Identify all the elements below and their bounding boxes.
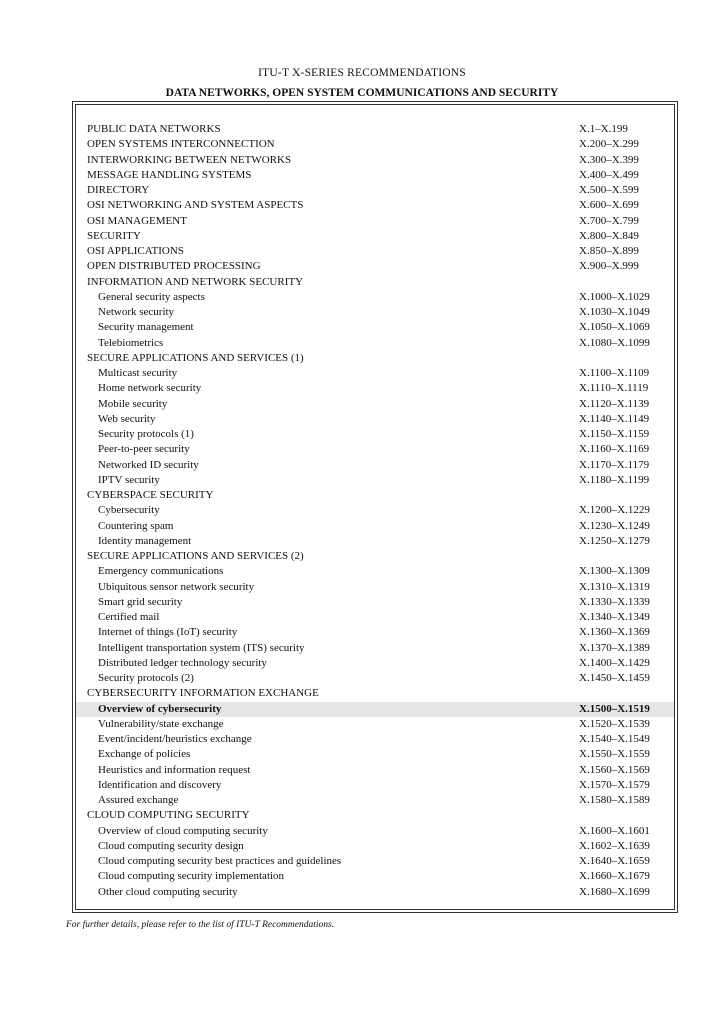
row-label: Heuristics and information request [98, 763, 251, 776]
row-label: Distributed ledger technology security [98, 656, 267, 669]
section-heading-row [76, 168, 674, 183]
row-range: X.1000–X.1029 [579, 290, 650, 303]
section-heading-row [76, 259, 674, 274]
section-heading: CLOUD COMPUTING SECURITY [87, 809, 250, 822]
table-row [76, 305, 674, 320]
table-row [76, 641, 674, 656]
table-row [76, 397, 674, 412]
section-heading-row [76, 549, 674, 564]
section-heading: INFORMATION AND NETWORK SECURITY [87, 275, 304, 288]
row-range: X.1310–X.1319 [579, 580, 650, 593]
row-range: X.1150–X.1159 [579, 428, 650, 440]
table-row [76, 534, 674, 549]
section-heading: OPEN DISTRIBUTED PROCESSING [87, 260, 261, 273]
table-row [76, 824, 674, 839]
section-heading: OSI MANAGEMENT [87, 214, 187, 227]
table-row [76, 869, 674, 884]
table-row [76, 427, 674, 442]
row-range: X.1100–X.1109 [579, 367, 650, 379]
row-label: Network security [98, 306, 175, 318]
table-row [76, 671, 674, 686]
row-label: Smart grid security [98, 595, 183, 608]
row-range: X.800–X.849 [579, 229, 639, 242]
section-heading: OPEN SYSTEMS INTERCONNECTION [87, 138, 275, 151]
row-range: X.1080–X.1099 [579, 336, 650, 349]
table-row [76, 320, 674, 335]
row-range: X.1160–X.1169 [579, 443, 650, 456]
section-heading: OSI APPLICATIONS [87, 245, 184, 257]
row-range: X.1500–X.1519 [579, 702, 650, 715]
row-range: X.1450–X.1459 [579, 672, 650, 684]
section-heading-row [76, 153, 674, 168]
row-label: Security protocols (2) [98, 672, 194, 684]
row-range: X.1600–X.1601 [579, 824, 650, 837]
row-range: X.1370–X.1389 [579, 641, 650, 654]
row-label: Identification and discovery [98, 778, 222, 791]
section-heading: DIRECTORY [87, 184, 150, 196]
section-heading: INTERWORKING BETWEEN NETWORKS [87, 153, 292, 166]
row-range: X.1250–X.1279 [579, 534, 650, 547]
row-range: X.1110–X.1119 [579, 382, 649, 395]
row-label: Exchange of policies [98, 748, 191, 761]
row-range: X.500–X.599 [579, 184, 639, 196]
row-range: X.850–X.899 [579, 245, 639, 257]
section-heading-row [76, 808, 674, 823]
table-row [76, 473, 674, 488]
row-range: X.600–X.699 [579, 199, 639, 212]
row-range: X.1550–X.1559 [579, 748, 650, 761]
row-label: Ubiquitous sensor network security [98, 580, 255, 593]
table-row [76, 793, 674, 808]
row-range: X.1520–X.1539 [579, 717, 650, 730]
row-range: X.1–X.199 [579, 123, 628, 135]
row-range: X.1330–X.1339 [579, 595, 650, 608]
row-label: Overview of cloud computing security [98, 824, 268, 837]
section-heading: CYBERSECURITY INFORMATION EXCHANGE [87, 687, 319, 700]
table-row [76, 839, 674, 854]
row-range: X.1400–X.1429 [579, 656, 650, 669]
row-range: X.300–X.399 [579, 153, 639, 166]
section-heading: MESSAGE HANDLING SYSTEMS [87, 168, 252, 181]
table-row [76, 442, 674, 457]
row-range: X.1360–X.1369 [579, 626, 650, 639]
row-label: Cloud computing security design [98, 839, 244, 852]
table-row [76, 290, 674, 305]
section-heading: CYBERSPACE SECURITY [87, 489, 214, 501]
table-row [76, 763, 674, 778]
row-range: X.1230–X.1249 [579, 519, 650, 532]
row-range: X.1680–X.1699 [579, 885, 650, 898]
row-label: Vulnerability/state exchange [98, 717, 224, 730]
row-range: X.700–X.799 [579, 214, 639, 227]
table-row [76, 564, 674, 579]
row-label: General security aspects [98, 290, 205, 303]
row-range: X.1640–X.1659 [579, 855, 650, 867]
table-row [76, 747, 674, 762]
row-range: X.200–X.299 [579, 138, 639, 151]
row-label: IPTV security [98, 473, 160, 486]
row-label: Identity management [98, 534, 192, 547]
table-row [76, 610, 674, 625]
recommendations-table [76, 122, 674, 900]
row-range: X.1540–X.1549 [579, 733, 650, 745]
page-subtitle: DATA NETWORKS, OPEN SYSTEM COMMUNICATIONS AND SECURITY [165, 87, 559, 99]
row-range: X.1050–X.1069 [579, 321, 650, 334]
table-row [76, 519, 674, 534]
row-range: X.1170–X.1179 [579, 458, 650, 471]
table-row [76, 854, 674, 869]
section-heading-row [76, 137, 674, 152]
page-title: ITU-T X-SERIES RECOMMENDATIONS [258, 67, 466, 79]
row-label: Home network security [98, 382, 202, 395]
row-label: Security protocols (1) [98, 428, 194, 440]
row-range: X.1140–X.1149 [579, 412, 650, 425]
row-label: Certified mail [98, 611, 160, 623]
section-heading-row [76, 275, 674, 290]
section-heading-row [76, 686, 674, 701]
row-label: Cybersecurity [98, 504, 160, 517]
row-label: Mobile security [98, 397, 168, 410]
row-range: X.1200–X.1229 [579, 504, 650, 517]
table-row [76, 732, 674, 747]
row-label: Telebiometrics [98, 336, 164, 349]
row-range: X.1580–X.1589 [579, 794, 650, 806]
table-row [76, 625, 674, 640]
row-range: X.400–X.499 [579, 168, 639, 181]
row-label: Cloud computing security implementation [98, 870, 285, 883]
section-heading-row [76, 183, 674, 198]
table-row [76, 336, 674, 351]
row-label: Countering spam [98, 519, 174, 532]
table-row [76, 717, 674, 732]
table-row [76, 366, 674, 381]
row-range: X.1570–X.1579 [579, 778, 650, 791]
row-range: X.1602–X.1639 [579, 839, 650, 852]
table-row [76, 778, 674, 793]
section-heading: SECURE APPLICATIONS AND SERVICES (2) [87, 550, 304, 562]
section-heading-row [76, 198, 674, 213]
row-range: X.1300–X.1309 [579, 565, 650, 578]
table-row [76, 656, 674, 671]
row-label: Intelligent transportation system (ITS) security [98, 641, 305, 654]
section-heading-row [76, 488, 674, 503]
section-heading: PUBLIC DATA NETWORKS [87, 123, 221, 135]
table-row [76, 702, 674, 717]
row-range: X.1120–X.1139 [579, 397, 650, 410]
row-range: X.1030–X.1049 [579, 306, 650, 318]
section-heading: SECURE APPLICATIONS AND SERVICES (1) [87, 351, 304, 364]
section-heading: OSI NETWORKING AND SYSTEM ASPECTS [87, 199, 304, 212]
table-row [76, 580, 674, 595]
row-label: Emergency communications [98, 565, 224, 578]
row-label: Cloud computing security best practices and guidelines [98, 855, 342, 867]
row-range: X.1660–X.1679 [579, 870, 650, 883]
table-row [76, 503, 674, 518]
row-label: Web security [98, 412, 156, 425]
row-range: X.900–X.999 [579, 260, 639, 273]
row-label: Overview of cybersecurity [98, 702, 222, 715]
table-row [76, 458, 674, 473]
row-label: Security management [98, 321, 194, 334]
table-row [76, 595, 674, 610]
row-label: Peer-to-peer security [98, 443, 190, 456]
row-range: X.1340–X.1349 [579, 611, 650, 623]
section-heading-row [76, 122, 674, 137]
footer-note: For further details, please refer to the list of ITU-T Recommendations. [66, 920, 335, 930]
table-row [76, 412, 674, 427]
row-label: Event/incident/heuristics exchange [98, 733, 252, 745]
row-label: Multicast security [98, 367, 178, 379]
row-label: Assured exchange [98, 794, 179, 806]
row-label: Internet of things (IoT) security [98, 626, 238, 639]
row-range: X.1180–X.1199 [579, 473, 650, 486]
section-heading-row [76, 214, 674, 229]
table-row [76, 885, 674, 900]
section-heading-row [76, 244, 674, 259]
row-range: X.1560–X.1569 [579, 763, 650, 776]
row-label: Other cloud computing security [98, 885, 238, 898]
section-heading: SECURITY [87, 229, 141, 242]
section-heading-row [76, 351, 674, 366]
row-label: Networked ID security [98, 458, 199, 471]
section-heading-row [76, 229, 674, 244]
table-row [76, 381, 674, 396]
